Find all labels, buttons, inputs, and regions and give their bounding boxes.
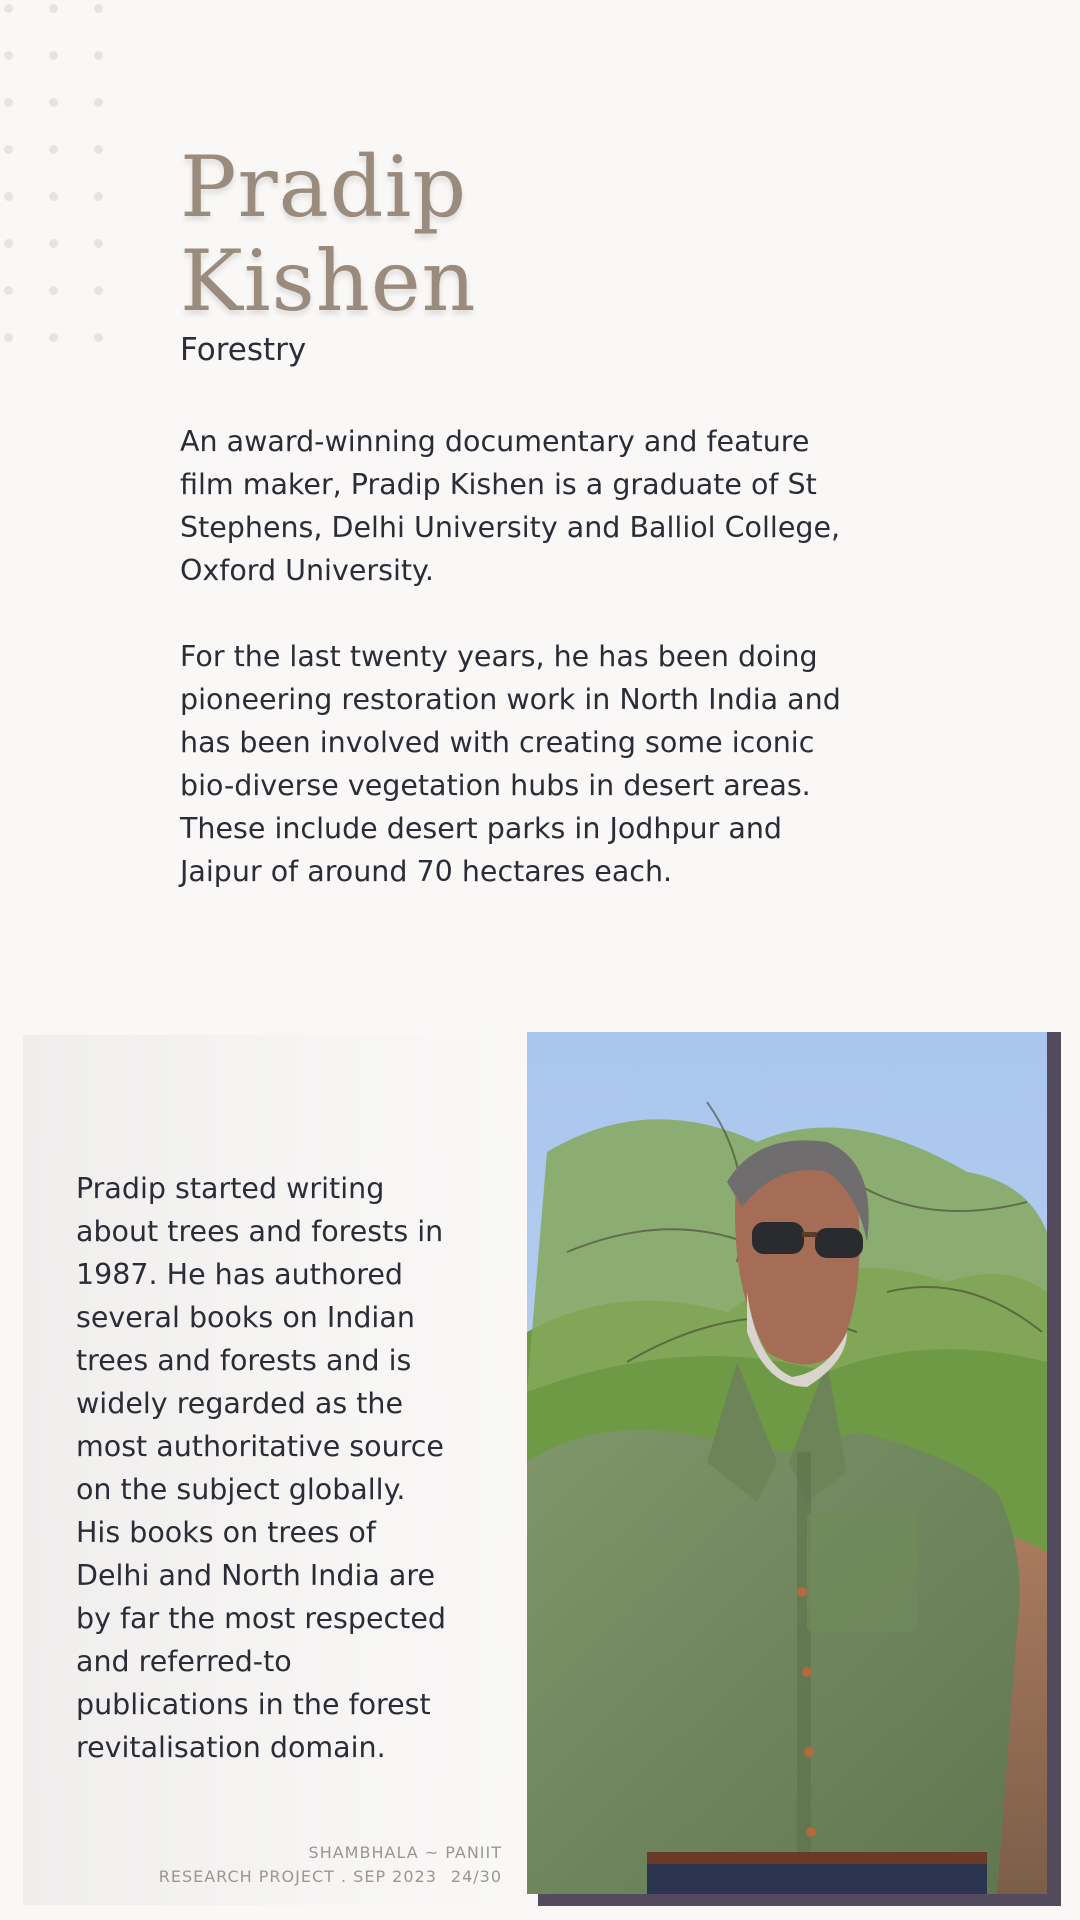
footer-project-meta [159, 1865, 502, 1889]
footer-project-date: RESEARCH PROJECT . SEP 2023 [158, 1867, 437, 1886]
page-footer [159, 1841, 502, 1889]
portrait-photo [527, 1032, 1047, 1894]
bio-paragraph-2: For the last twenty years, he has been doing pioneering restoration work in North India and has been involved with creating some iconic bio-diverse vegetation hubs in desert areas. These include desert parks in Jodhpur and Jaipur of around 70 hectares each. [180, 640, 841, 888]
dot-grid-decoration [0, 0, 104, 344]
person-name [180, 140, 477, 328]
bio-paragraph-1: An award-winning documentary and feature film maker, Pradip Kishen is a graduate of St Stephens, Delhi University and Balliol College, Oxford University. [180, 425, 841, 587]
person-first-name: Pradip [180, 138, 468, 236]
bio-paragraph-3: Pradip started writing about trees and forests in 1987. He has authored several books on Indian trees and forests and is widely regarded as the most authoritative source on the subject globally. His books on trees of Delhi and North India are by far the most respected and referred-to publications in the forest revitalisation domain. [76, 1172, 446, 1764]
page-number: 24/30 [450, 1867, 502, 1886]
bio-section [180, 420, 860, 936]
field-subtitle: Forestry [180, 332, 307, 368]
person-last-name: Kishen [180, 232, 477, 330]
footer-project-title: SHAMBHALA ~ PANIIT [308, 1843, 502, 1862]
portrait-illustration [527, 1032, 1047, 1894]
